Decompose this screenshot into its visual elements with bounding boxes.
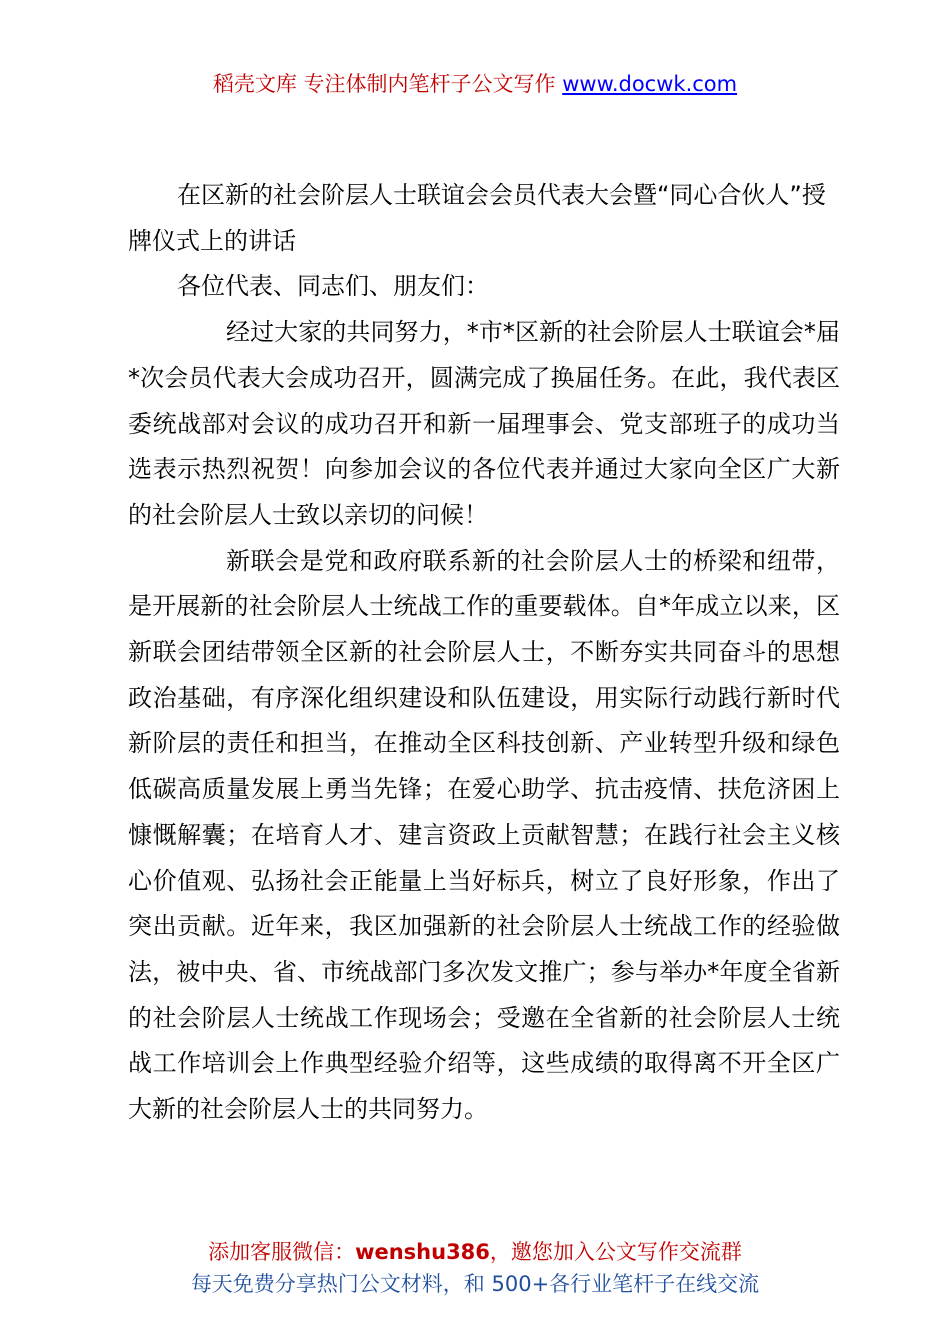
header-brand-text: 稻壳文库 专注体制内笔杆子公文写作 xyxy=(212,72,563,96)
document-body xyxy=(128,173,840,1133)
document-title: 在区新的社会阶层人士联谊会会员代表大会暨“同心合伙人”授牌仪式上的讲话 xyxy=(128,181,826,255)
footer-wechat-id: wenshu386 xyxy=(355,1240,490,1264)
page-header xyxy=(0,68,950,100)
footer-contact-suffix: ，邀您加入公文写作交流群 xyxy=(489,1240,742,1264)
footer-promo-line: 每天免费分享热门公文材料，和 500+各行业笔杆子在线交流 xyxy=(190,1272,760,1296)
footer-contact-prefix: 添加客服微信： xyxy=(208,1240,356,1264)
document-salutation: 各位代表、同志们、朋友们： xyxy=(177,272,489,301)
footer-contact-line xyxy=(0,1236,950,1268)
header-website-link[interactable]: www.docwk.com xyxy=(562,72,738,96)
page-footer xyxy=(0,1236,950,1300)
paragraph-1: 经过大家的共同努力，*市*区新的社会阶层人士联谊会*届*次会员代表大会成功召开，圆满完成了换届任务。在此，我代表区委统战部对会议的成功召开和新一届理事会、党支部班子的成功当选表示热烈祝贺！向参加会议的各位代表并通过大家向全区广大新的社会阶层人士致以亲切的问候！ xyxy=(128,318,840,529)
paragraph-2: 新联会是党和政府联系新的社会阶层人士的桥梁和纽带，是开展新的社会阶层人士统战工作的重要载体。自*年成立以来，区新联会团结带领全区新的社会阶层人士，不断夯实共同奋斗的思想政治基础，有序深化组织建设和队伍建设，用实际行动践行新时代新阶层的责任和担当，在推动全区科技创新、产业转型升级和绿色低碳高质量发展上勇当先锋；在爱心助学、抗击疫情、扶危济困上慷慨解囊；在培育人才、建言资政上贡献智慧；在践行社会主义核心价值观、弘扬社会正能量上当好标兵，树立了良好形象，作出了突出贡献。近年来，我区加强新的社会阶层人士统战工作的经验做法，被中央、省、市统战部门多次发文推广；参与举办*年度全省新的社会阶层人士统战工作现场会；受邀在全省新的社会阶层人士统战工作培训会上作典型经验介绍等，这些成绩的取得离不开全区广大新的社会阶层人士的共同努力。 xyxy=(128,546,840,1124)
